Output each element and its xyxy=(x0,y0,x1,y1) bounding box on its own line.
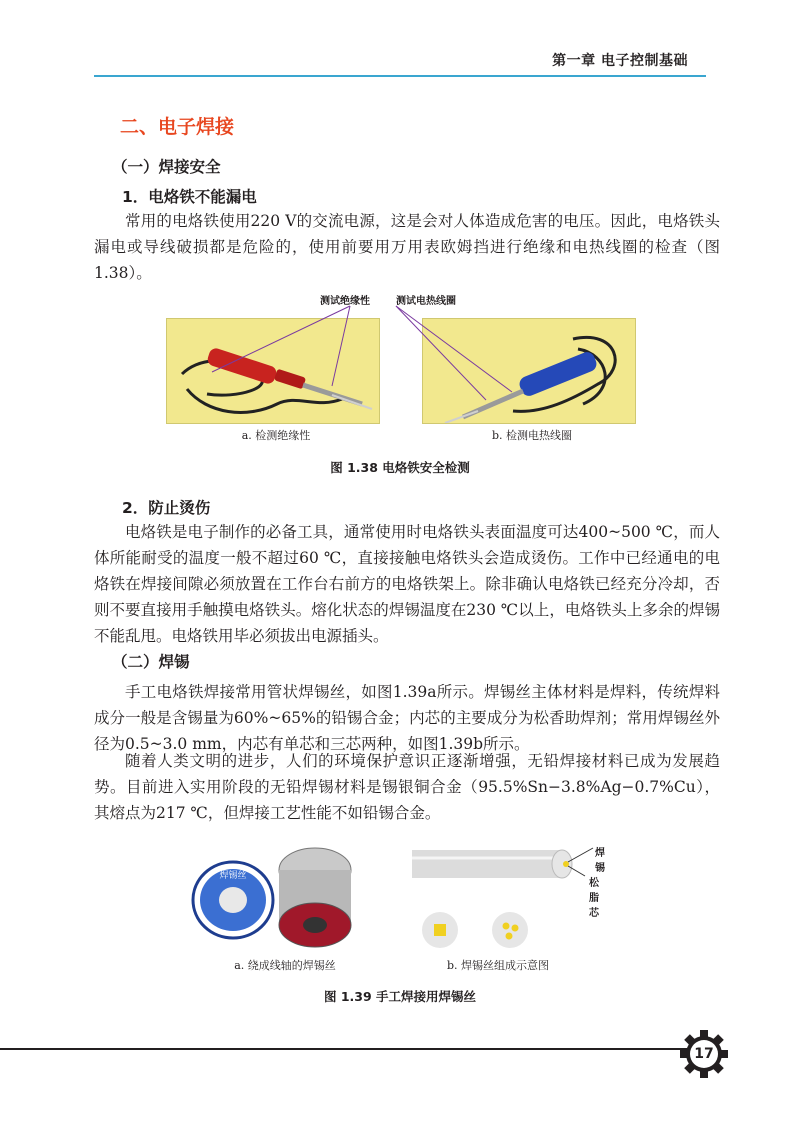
figure-1-38 xyxy=(160,288,640,448)
label-rosin-core: 松脂芯 xyxy=(589,878,599,919)
item-heading-leakage: 1．电烙铁不能漏电 xyxy=(122,188,257,206)
paragraph-solder-wire: 手工电烙铁焊接常用管状焊锡丝，如图1.39a所示。焊锡丝主体材料是焊料，传统焊料成分一般是含锡量为60%~65%的铅锡合金；内芯的主要成分为松香助焊剂；常用焊锡丝外径为0.5~3.0 mm，内芯有单芯和三芯两种，如图1.39b所示。 xyxy=(94,683,720,753)
solder-spools-icon xyxy=(185,838,365,953)
solder-diagram-icon xyxy=(410,838,610,953)
spool-label: 焊锡丝 xyxy=(219,871,247,881)
subsection-title-safety: （一）焊接安全 xyxy=(112,158,221,176)
figure-title-1-38: 图 1.38 电烙铁安全检测 xyxy=(330,460,470,475)
page-number: 17 xyxy=(694,1046,714,1062)
figure-title-1-39: 图 1.39 手工焊接用焊锡丝 xyxy=(323,989,477,1004)
caption-1-38-a: a. 检测绝缘性 xyxy=(241,429,311,442)
caption-1-38-b: b. 检测电热线圈 xyxy=(491,429,573,442)
label-solder: 焊锡 xyxy=(595,848,605,874)
figure-1-39 xyxy=(185,838,605,958)
header-rule xyxy=(94,75,706,77)
subsection-title-solder: （二）焊锡 xyxy=(112,653,190,671)
callout-coil: 测试电热线圈 xyxy=(396,296,456,307)
footer-rule xyxy=(0,1048,690,1050)
caption-1-39-a: a. 绕成线轴的焊锡丝 xyxy=(234,959,336,972)
paragraph-burns: 电烙铁是电子制作的必备工具，通常使用时电烙铁头表面温度可达400~500 ℃，而人体所能耐受的温度一般不超过60 ℃，直接接触电烙铁头会造成烫伤。工作中已经通电的电烙铁在焊接间隙必须放置在工作台右前方的电烙铁架上。除非确认电烙铁已经充分冷却，否则不要直接用手触摸电烙铁头。熔化状态的焊锡温度在230 ℃以上，电烙铁头上多余的焊锡不能乱甩。电烙铁用毕必须拔出电源插头。 xyxy=(94,523,720,645)
paragraph-leakage: 常用的电烙铁使用220 V的交流电源，这是会对人体造成危害的电压。因此，电烙铁头漏电或导线破损都是危险的，使用前要用万用表欧姆挡进行绝缘和电热线圈的检查（图1.38）。 xyxy=(94,212,720,282)
item-heading-burns: 2．防止烫伤 xyxy=(122,499,211,517)
chapter-header: 第一章 电子控制基础 xyxy=(552,53,688,69)
caption-1-39-b: b. 焊锡丝组成示意图 xyxy=(446,959,550,972)
callout-lines xyxy=(160,288,640,448)
paragraph-lead-free: 随着人类文明的进步，人们的环境保护意识正逐渐增强，无铅焊接材料已成为发展趋势。目前进入实用阶段的无铅焊锡材料是锡银铜合金（95.5%Sn−3.8%Ag−0.7%Cu），其熔点为217 ℃，但焊接工艺性能不如铅锡合金。 xyxy=(94,752,720,822)
section-title: 二、电子焊接 xyxy=(120,116,235,138)
callout-insulation: 测试绝缘性 xyxy=(320,296,370,307)
